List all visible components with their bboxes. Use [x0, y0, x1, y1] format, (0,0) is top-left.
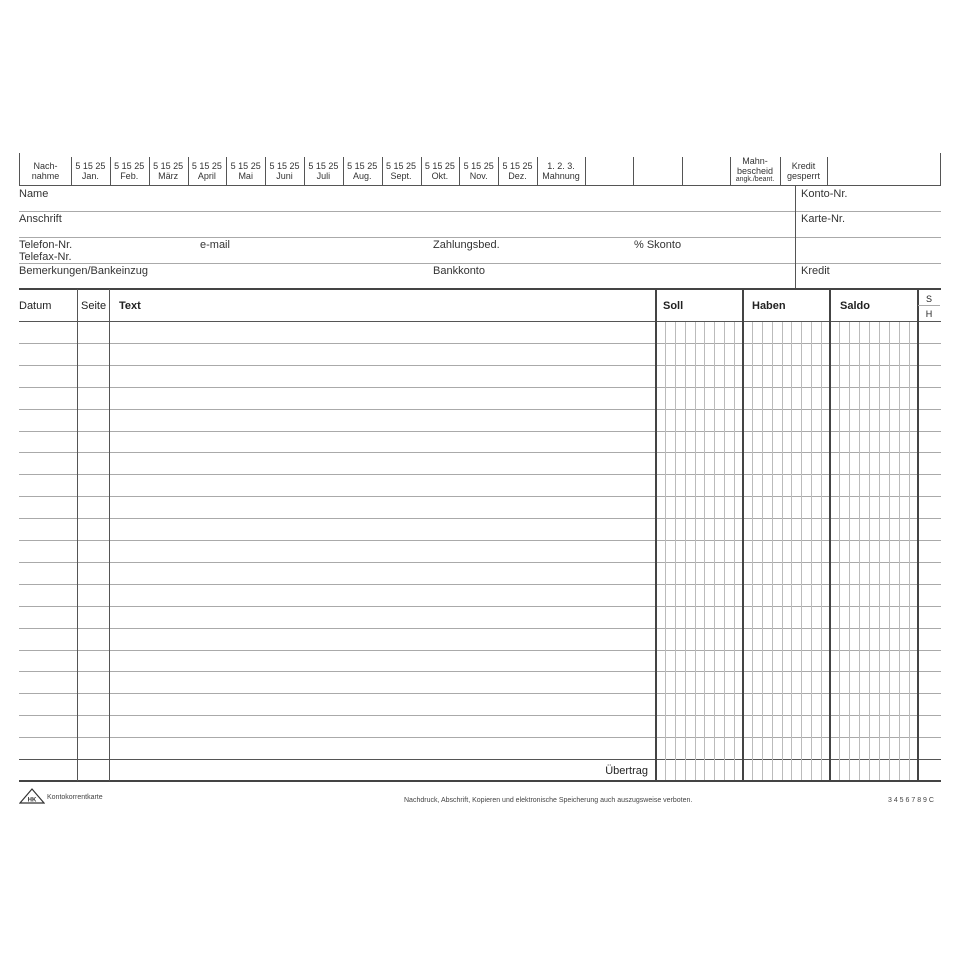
soll-digit-line	[704, 322, 705, 780]
month-cell	[265, 157, 304, 185]
mahnung-cell	[537, 157, 585, 185]
footer-logo-text: Kontokorrentkarte	[47, 794, 103, 801]
sh-column-left-border	[917, 289, 919, 781]
month-name: Juni	[276, 171, 293, 181]
ledger-row-line	[19, 650, 941, 651]
publisher-logo-icon	[19, 788, 45, 804]
bankkonto-label: Bankkonto	[433, 265, 485, 277]
soll-digit-line	[695, 322, 696, 780]
month-name: Jan.	[81, 171, 99, 181]
month-cell	[188, 157, 227, 185]
haben-header: Haben	[752, 300, 786, 312]
seite-column-divider	[109, 289, 110, 781]
saldo-header: Saldo	[840, 300, 870, 312]
saldo-digit-line	[889, 322, 890, 780]
haben-digit-line	[772, 322, 773, 780]
month-codes: 5 15 25	[385, 161, 416, 171]
ledger-row-line	[19, 584, 941, 585]
strip-divider	[633, 157, 634, 185]
haben-digit-line	[811, 322, 812, 780]
sh-divider	[918, 305, 940, 306]
ledger-row-line	[19, 409, 941, 410]
ledger-row-line	[19, 737, 941, 738]
month-codes: 5 15 25	[347, 161, 378, 171]
month-codes: 5 15 25	[502, 161, 533, 171]
saldo-digit-line	[899, 322, 900, 780]
saldo-digit-line	[869, 322, 870, 780]
month-name: Okt.	[431, 171, 449, 181]
month-codes: 5 15 25	[75, 161, 106, 171]
mahnbescheid-label-1: Mahn-	[742, 155, 768, 166]
konto-nr-label: Konto-Nr.	[801, 188, 848, 200]
soll-digit-line	[734, 322, 735, 780]
saldo-digit-line	[909, 322, 910, 780]
nachnahme-cell	[20, 157, 71, 185]
ledger-uebertrag-line	[19, 759, 941, 760]
customer-row-line	[19, 211, 941, 212]
uebertrag-label: Übertrag	[605, 765, 648, 777]
month-name: April	[197, 171, 216, 181]
saldo-column-left-border	[829, 289, 831, 781]
month-codes: 5 15 25	[463, 161, 494, 171]
ledger-row-line	[19, 365, 941, 366]
month-cell	[110, 157, 149, 185]
svg-text:HK: HK	[27, 797, 37, 804]
anschrift-label: Anschrift	[19, 213, 62, 225]
month-codes: 5 15 25	[153, 161, 184, 171]
ledger-row-line	[19, 518, 941, 519]
customer-right-divider	[795, 186, 796, 289]
haben-column-left-border	[742, 289, 744, 781]
haben-digit-line	[762, 322, 763, 780]
bemerkungen-label: Bemerkungen/Bankeinzug	[19, 265, 149, 277]
seite-header: Seite	[81, 300, 107, 312]
mahnung-label: Mahnung	[542, 171, 580, 181]
haben-digit-line	[821, 322, 822, 780]
month-name: Nov.	[469, 171, 488, 181]
zahlungsbed-label: Zahlungsbed.	[433, 239, 500, 251]
ledger-bottom-line	[19, 780, 941, 782]
month-name: März	[158, 171, 179, 181]
month-cell	[421, 157, 460, 185]
text-header: Text	[119, 300, 141, 312]
month-codes: 5 15 25	[191, 161, 222, 171]
mahnbescheid-label-2: bescheid	[736, 165, 774, 176]
telefon-label: Telefon-Nr.	[19, 239, 73, 251]
nachnahme-label-2: nahme	[31, 171, 60, 181]
ledger-row-line	[19, 693, 941, 694]
month-codes: 5 15 25	[424, 161, 455, 171]
ledger-row-line	[19, 452, 941, 453]
ledger-row-line	[19, 540, 941, 541]
ledger-row-line	[19, 343, 941, 344]
ledger-row-line	[19, 431, 941, 432]
ledger-top-line	[19, 288, 941, 290]
saldo-digit-line	[879, 322, 880, 780]
month-name: Feb.	[120, 171, 139, 181]
ledger-row-line	[19, 387, 941, 388]
haben-digit-line	[752, 322, 753, 780]
ledger-row-line	[19, 474, 941, 475]
month-codes: 5 15 25	[114, 161, 145, 171]
month-name: Dez.	[508, 171, 527, 181]
strip-divider	[827, 157, 828, 185]
soll-header: Soll	[663, 300, 684, 312]
saldo-digit-line	[859, 322, 860, 780]
month-cell	[149, 157, 188, 185]
month-cell	[71, 157, 110, 185]
karte-nr-label: Karte-Nr.	[801, 213, 846, 225]
month-codes: 5 15 25	[269, 161, 300, 171]
soll-digit-line	[665, 322, 666, 780]
saldo-digit-line	[849, 322, 850, 780]
telefax-label: Telefax-Nr.	[19, 251, 72, 263]
mahnung-codes: 1. 2. 3.	[547, 161, 575, 171]
ledger-row-line	[19, 671, 941, 672]
strip-divider	[682, 157, 683, 185]
ledger-row-line	[19, 496, 941, 497]
month-name: Sept.	[390, 171, 412, 181]
strip-bottom-line	[19, 185, 941, 186]
ledger-header-bottom-line	[19, 321, 941, 322]
month-name: Aug.	[352, 171, 372, 181]
nachnahme-label-1: Nach-	[33, 161, 58, 171]
kredit-label: Kredit	[801, 265, 830, 277]
month-cell	[498, 157, 537, 185]
customer-row-line	[19, 237, 941, 238]
ledger-row-line	[19, 562, 941, 563]
datum-column-divider	[77, 289, 78, 781]
h-header: H	[925, 309, 933, 319]
soll-digit-line	[675, 322, 676, 780]
ledger-row-line	[19, 715, 941, 716]
name-label: Name	[19, 188, 49, 200]
kredit-gesperrt-label-1: Kredit	[791, 161, 816, 171]
customer-row-line	[19, 263, 941, 264]
month-cell	[459, 157, 498, 185]
haben-digit-line	[801, 322, 802, 780]
footer-notice: Nachdruck, Abschrift, Kopieren und elektronische Speicherung auch auszugsweise verboten.	[404, 797, 693, 804]
skonto-label: % Skonto	[634, 239, 682, 251]
datum-header: Datum	[19, 300, 52, 312]
month-cell	[382, 157, 421, 185]
month-name: Juli	[316, 171, 331, 181]
mahnbescheid-label-3: angk./beant.	[735, 175, 775, 183]
strip-divider	[585, 157, 586, 185]
soll-digit-line	[714, 322, 715, 780]
month-cell	[226, 157, 265, 185]
month-cell	[304, 157, 343, 185]
month-name: Mai	[238, 171, 253, 181]
saldo-digit-line	[839, 322, 840, 780]
s-header: S	[925, 294, 932, 304]
kredit-gesperrt-label-2: gesperrt	[786, 171, 821, 181]
haben-digit-line	[791, 322, 792, 780]
month-cell	[343, 157, 382, 185]
month-codes: 5 15 25	[230, 161, 261, 171]
haben-digit-line	[782, 322, 783, 780]
ledger-row-line	[19, 606, 941, 607]
month-codes: 5 15 25	[308, 161, 339, 171]
email-label: e-mail	[200, 239, 230, 251]
kredit-gesperrt-cell	[780, 157, 827, 185]
ledger-row-line	[19, 628, 941, 629]
soll-column-left-border	[655, 289, 657, 781]
soll-digit-line	[724, 322, 725, 780]
footer-code: 3 4 5 6 7 8 9 C	[888, 797, 934, 804]
mahnbescheid-cell	[730, 154, 780, 185]
strip-right-border	[940, 153, 941, 186]
soll-digit-line	[685, 322, 686, 780]
